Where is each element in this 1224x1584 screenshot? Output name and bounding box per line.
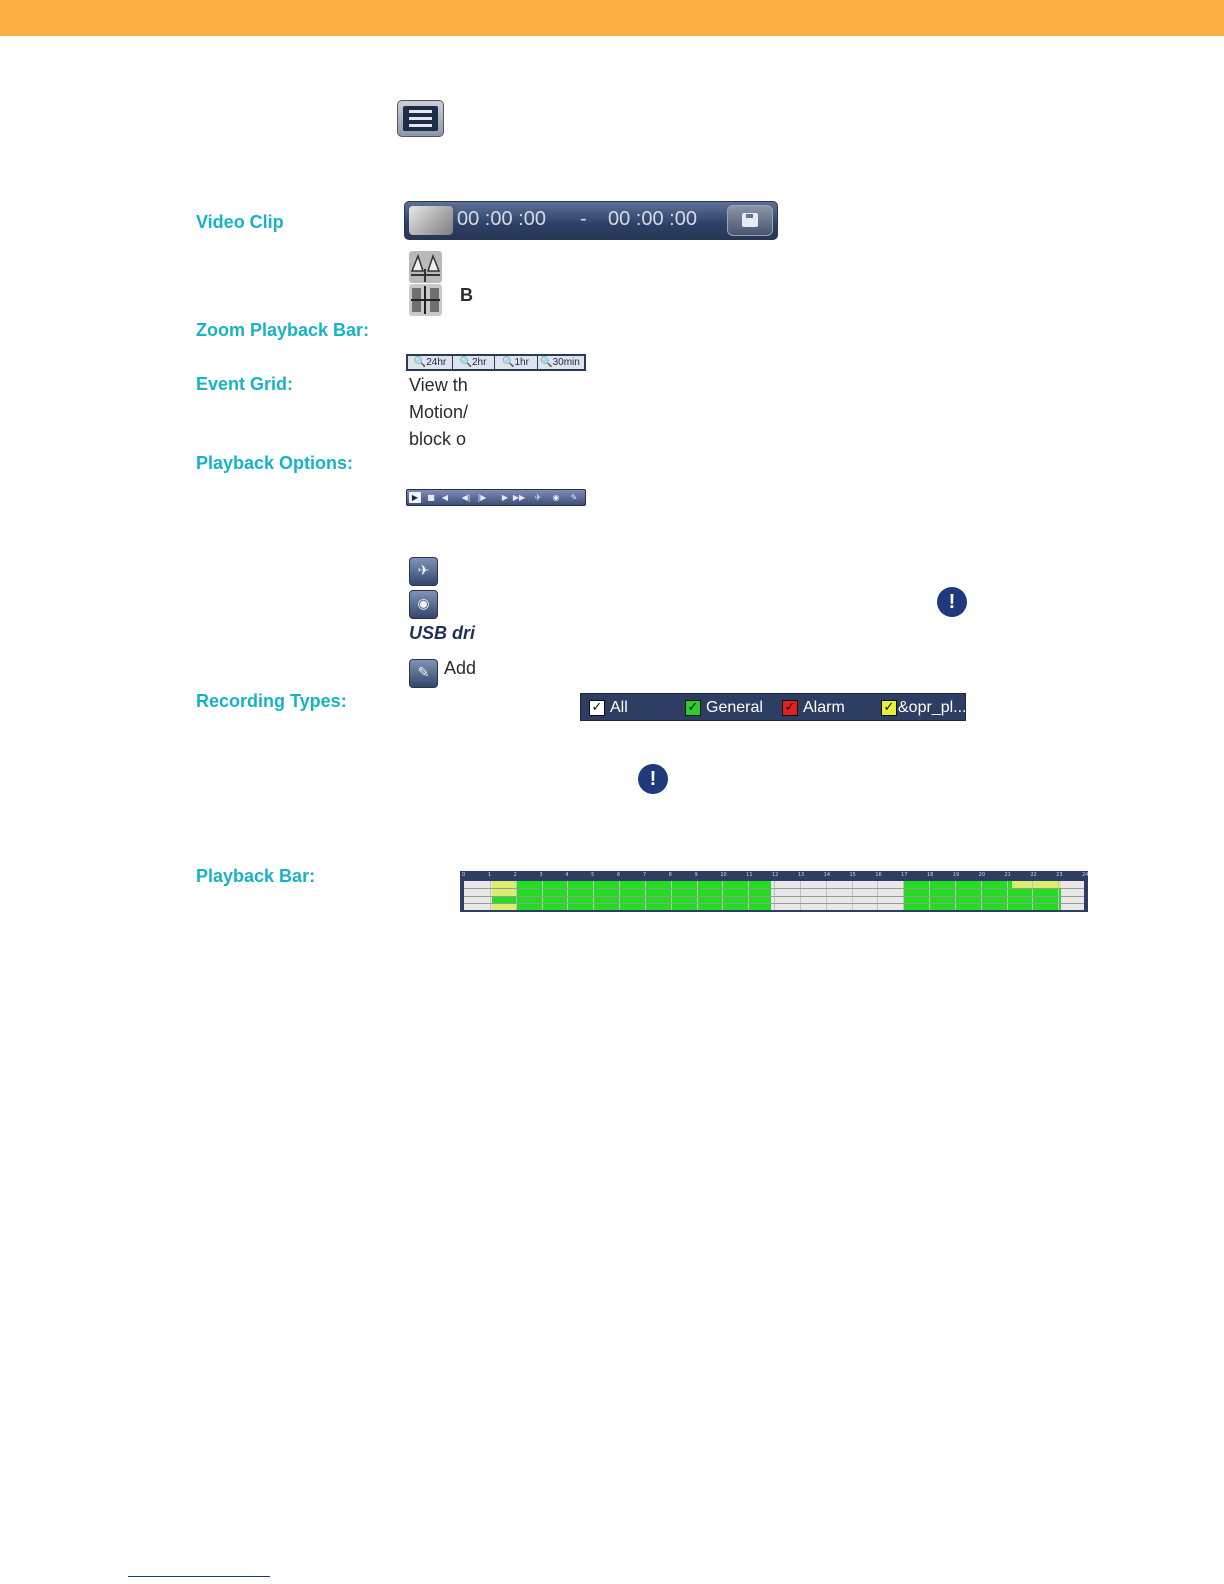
fast-button[interactable]: ▶▶ [512, 493, 526, 502]
timeline-hour-label: 20 [978, 872, 986, 878]
timeline-hour-label: 1 [487, 872, 492, 878]
timeline-recording-segment[interactable] [492, 888, 515, 895]
save-disk-icon [742, 213, 758, 227]
timeline-recording-segment[interactable] [903, 896, 1061, 903]
timeline-hour-label: 6 [617, 872, 621, 878]
timeline-hour-label: 14 [823, 872, 831, 878]
timeline-hour-label: 8 [668, 872, 672, 878]
tag-icon: ✎ [409, 659, 438, 688]
smart-search-icon: ✈ [409, 557, 438, 586]
add-text: Add [444, 658, 477, 678]
timeline-row-divider [464, 896, 1084, 897]
zoom-1hr-label: 1hr [514, 357, 529, 368]
timeline-hour-label: 21 [1004, 872, 1011, 878]
rectype-all-label: All [610, 699, 628, 716]
timeline-grid[interactable] [464, 881, 1084, 910]
recording-types-bar [580, 693, 966, 721]
timeline-hour-label: 5 [591, 872, 595, 878]
event-grid-text-line3: block o [409, 429, 467, 449]
event-grid-text-line1: View th [409, 375, 468, 395]
rectype-other-label: &opr_pl... [898, 699, 967, 716]
timeline-hour-label: 4 [565, 872, 569, 878]
timeline-row-divider [464, 903, 1084, 904]
clip-end-text: B [460, 285, 473, 305]
zoom-2hr-button[interactable]: 🔍2hr [452, 356, 495, 369]
timeline-hour-label: 3 [539, 872, 543, 878]
timeline-hour-label: 7 [642, 872, 647, 878]
timeline-hour-label: 18 [927, 872, 934, 878]
zoom-options-bar [406, 354, 586, 371]
clip-separator: - [580, 208, 587, 230]
play-button[interactable]: ▶ [409, 492, 421, 503]
timeline-recording-segment[interactable] [1012, 881, 1061, 888]
reverse-button[interactable]: ◀ [441, 493, 449, 502]
timeline-recording-segment[interactable] [492, 903, 515, 910]
timeline-recording-segment[interactable] [903, 881, 1012, 888]
zoom-1hr-button[interactable]: 🔍1hr [494, 356, 538, 369]
smart-search-button[interactable]: ✈ [534, 493, 542, 502]
playback-options-label: Playback Options: [196, 453, 354, 473]
timeline-hour-label: 11 [746, 872, 753, 878]
header-bar [0, 0, 1224, 36]
clip-start-time[interactable]: 00 :00 :00 [457, 208, 546, 230]
timeline-recording-segment[interactable] [903, 888, 1061, 895]
save-clip-button[interactable] [727, 205, 773, 236]
timeline-hour-label: 23 [1056, 872, 1063, 878]
playback-controls-bar [406, 489, 586, 506]
event-grid-text-line2: Motion/ [409, 402, 469, 422]
timeline-recording-segment[interactable] [516, 881, 772, 888]
playback-timeline[interactable] [460, 871, 1088, 912]
video-clip-bar [404, 201, 778, 240]
timeline-recording-segment[interactable] [492, 896, 771, 903]
clip-thumbnail-icon[interactable] [409, 206, 453, 235]
check-icon: ✓ [589, 700, 605, 716]
timeline-recording-segment[interactable] [516, 903, 772, 910]
event-grid-label: Event Grid: [196, 374, 294, 394]
zoom-playback-bar-label: Zoom Playback Bar: [196, 320, 370, 340]
backup-button[interactable]: ◉ [552, 493, 560, 502]
backup-icon: ◉ [409, 590, 438, 619]
clip-start-icon [409, 251, 442, 283]
recording-types-label: Recording Types: [196, 691, 347, 711]
check-icon: ✓ [782, 700, 798, 716]
timeline-hour-label: 19 [952, 872, 960, 878]
clip-end-icon [409, 284, 442, 316]
timeline-hour-label: 12 [772, 872, 779, 878]
usb-drive-text: USB dri [409, 623, 476, 643]
slow-button[interactable]: ▶ [501, 493, 509, 502]
rectype-alarm-label: Alarm [803, 699, 845, 716]
timeline-hour-label: 17 [901, 872, 908, 878]
timeline-hour-label: 16 [875, 872, 882, 878]
zoom-30min-button[interactable]: 🔍30min [540, 357, 580, 368]
video-clip-label: Video Clip [196, 212, 284, 232]
check-icon: ✓ [881, 700, 897, 716]
zoom-24hr-label: 24hr [426, 357, 447, 368]
timeline-recording-segment[interactable] [516, 888, 772, 895]
timeline-recording-segment[interactable] [492, 881, 515, 888]
timeline-hour-label: 2 [513, 872, 517, 878]
timeline-row-divider [464, 888, 1084, 889]
clip-end-time[interactable]: 00 :00 :00 [608, 208, 697, 230]
tag-button[interactable]: ✎ [570, 493, 578, 502]
timeline-hour-label: 0 [462, 872, 466, 878]
timeline-hour-label: 15 [849, 872, 856, 878]
zoom-24hr-button[interactable]: 🔍24hr [408, 356, 453, 369]
check-icon: ✓ [685, 700, 701, 716]
stop-button[interactable]: ■ [427, 493, 435, 502]
rectype-general-label: General [706, 699, 763, 716]
zoom-30min-label: 30min [552, 357, 580, 368]
step-back-button[interactable]: ◀| [461, 493, 471, 502]
menu-list-icon [397, 100, 444, 137]
zoom-2hr-label: 2hr [472, 357, 487, 368]
timeline-hour-label: 22 [1030, 872, 1037, 878]
footnote-rule [128, 1576, 270, 1577]
timeline-recording-segment[interactable] [903, 903, 1061, 910]
timeline-hour-label: 13 [797, 872, 805, 878]
playback-bar-label: Playback Bar: [196, 866, 316, 886]
timeline-hour-label: 10 [720, 872, 727, 878]
timeline-hour-label: 24 [1082, 872, 1089, 878]
exclamation-alert-icon: ! [937, 587, 967, 617]
timeline-hour-header [462, 872, 1089, 881]
timeline-hour-label: 9 [694, 872, 698, 878]
step-forward-button[interactable]: |▶ [477, 493, 487, 502]
exclamation-alert-icon: ! [638, 764, 668, 794]
